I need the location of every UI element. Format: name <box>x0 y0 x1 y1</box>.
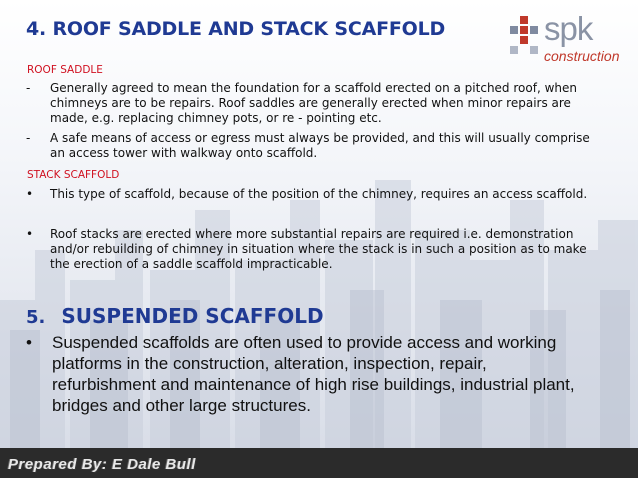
section-5-number: 5. <box>26 307 46 328</box>
bullet-marker: • <box>26 187 34 201</box>
spk-logo <box>508 10 630 72</box>
logo-mark-icon <box>508 16 542 56</box>
logo-subtitle: construction <box>544 48 620 64</box>
bullet-marker: • <box>26 333 32 352</box>
list-item <box>26 187 606 202</box>
dash-marker: - <box>26 81 31 95</box>
footer-credit: Prepared By: E Dale Bull <box>8 456 196 473</box>
bullet-marker: • <box>26 227 34 241</box>
section-5-heading <box>26 304 324 328</box>
stack-scaffold-heading: STACK SCAFFOLD <box>27 169 120 181</box>
roof-saddle-heading: ROOF SADDLE <box>27 64 103 76</box>
slide-title: 4. ROOF SADDLE AND STACK SCAFFOLD <box>26 18 446 40</box>
list-item-text: Roof stacks are erected where more substantial repairs are required i.e. demonstration and/or rebuilding of chimney in situation where the stack is in such a position as to make the erection of a saddle scaffold impracticable. <box>50 227 587 271</box>
list-item-text: This type of scaffold, because of the position of the chimney, requires an access scaffold. <box>50 187 588 201</box>
section-5-text: Suspended scaffolds are often used to provide access and working platforms in the construction, alteration, inspection, repair, refurbishment and maintenance of high rise buildings, industrial plant, bridges and other large structures. <box>52 333 575 415</box>
list-item-text: Generally agreed to mean the foundation for a scaffold erected on a pitched roof, when chimneys are to be repairs. Roof saddles are generally erected when minor repairs are made, e.g. replacing chimney pots, or re - pointing etc. <box>50 81 577 125</box>
list-item <box>26 227 606 272</box>
list-item <box>26 81 606 126</box>
list-item-text: A safe means of access or egress must always be provided, and this will usually comprise an access tower with walkway onto scaffold. <box>50 131 590 160</box>
section-5-title: SUSPENDED SCAFFOLD <box>61 304 324 328</box>
list-item <box>26 131 606 161</box>
dash-marker: - <box>26 131 31 145</box>
logo-word: spk <box>544 10 593 47</box>
section-5-body <box>26 332 586 416</box>
